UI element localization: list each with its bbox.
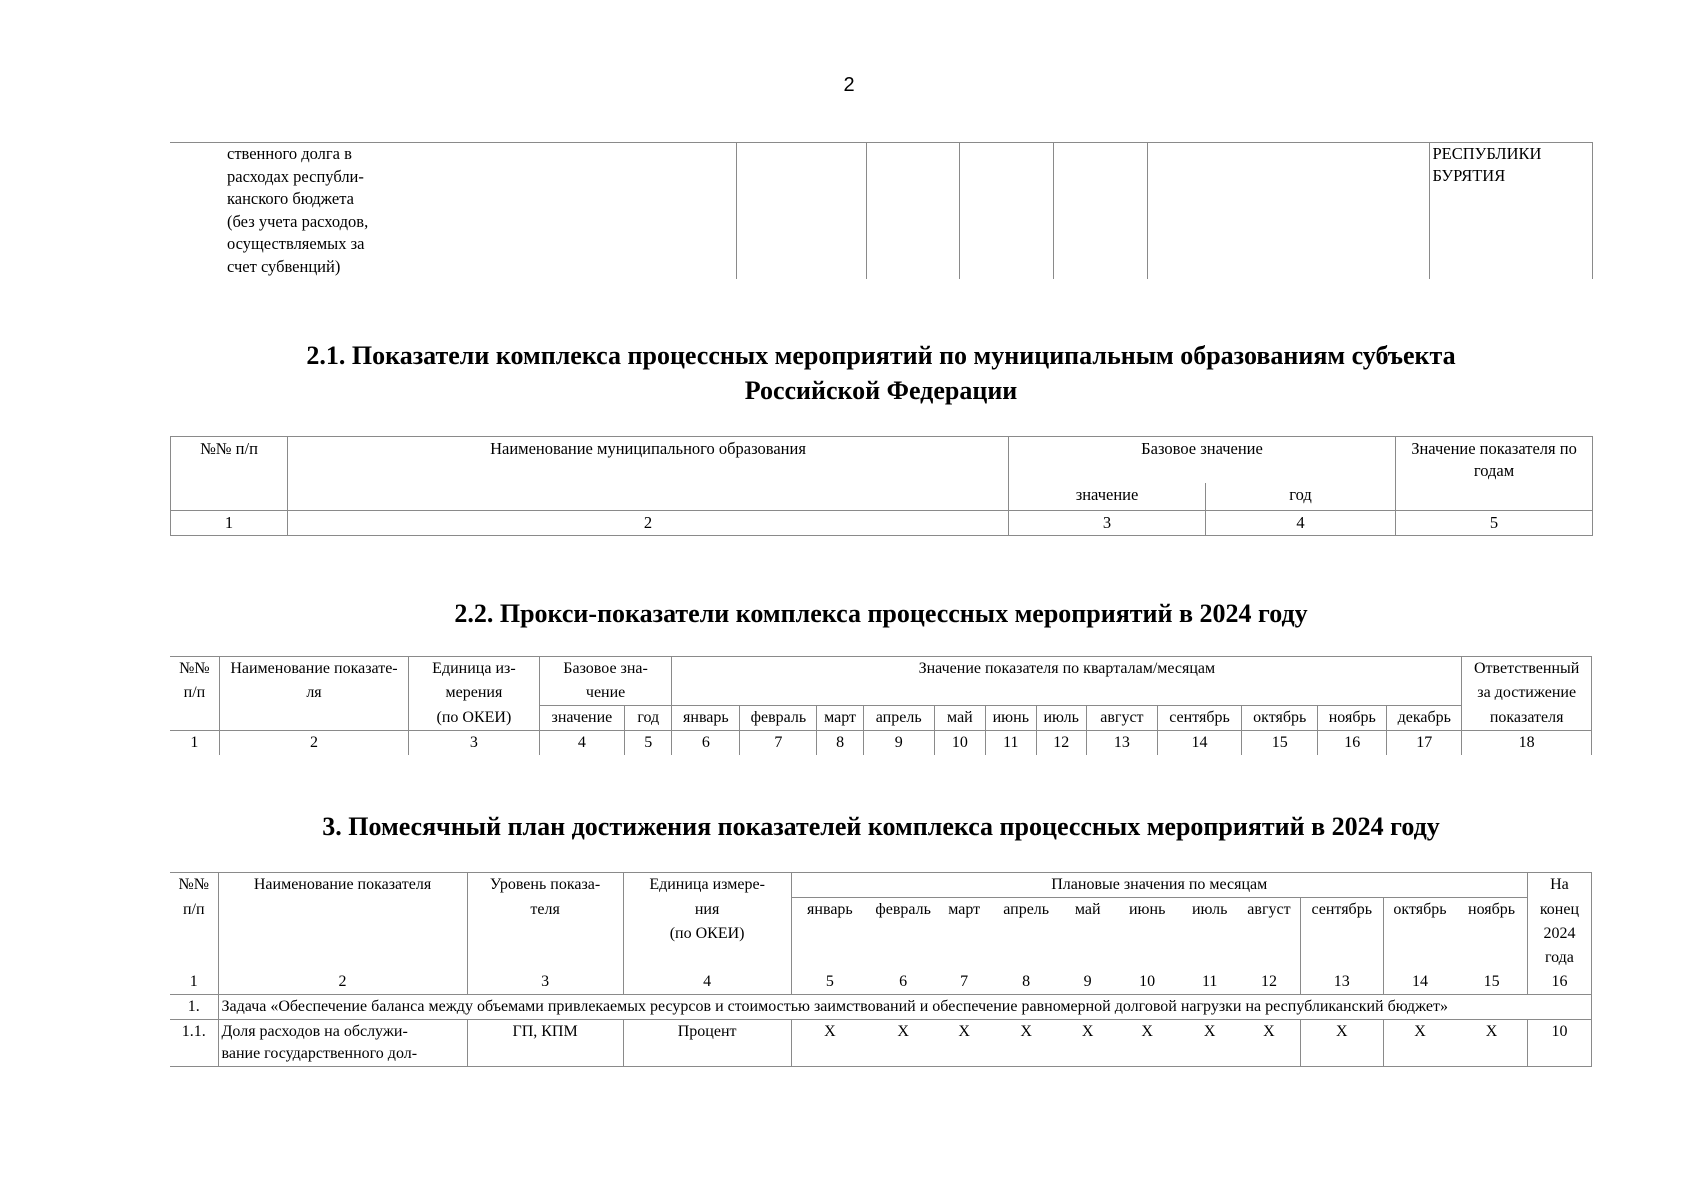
indicator-month-value: X	[1181, 1020, 1238, 1067]
section-3-title-text: 3. Помесячный план достижения показателей комплекса процессных мероприятий в 2024 году	[322, 812, 1440, 841]
header-num-empty	[170, 922, 218, 946]
indicator-unit: Процент	[623, 1020, 791, 1067]
continuation-line: счет субвенций)	[227, 256, 341, 276]
header-num-l1: №№	[170, 657, 219, 682]
col-number: 7	[740, 731, 817, 756]
col-number: 14	[1157, 731, 1241, 756]
col-number: 16	[1318, 731, 1387, 756]
indicator-level: ГП, КПМ	[467, 1020, 623, 1067]
header-months-empty	[791, 946, 1300, 970]
header-month: апрель	[990, 898, 1062, 923]
continuation-responsible-line: РЕСПУБЛИКИ	[1432, 144, 1542, 163]
indicator-month-value: X	[1113, 1020, 1181, 1067]
col-number: 2	[219, 731, 408, 756]
continuation-line: расходах республи-	[227, 166, 364, 186]
monthly-plan-table	[170, 872, 1592, 1067]
indicator-name-line: Доля расходов на обслужи-	[221, 1023, 408, 1040]
header-num: №№ п/п	[171, 437, 288, 511]
header-month: август	[1086, 706, 1157, 731]
col-number: 3	[1009, 511, 1206, 536]
continuation-top-rule	[170, 142, 1592, 143]
continuation-empty-cell	[1147, 142, 1429, 279]
continuation-empty-cell	[959, 142, 1053, 279]
header-value-by-years: Значение показателя по годам	[1396, 437, 1593, 511]
header-level-empty	[467, 922, 623, 946]
col-number: 5	[625, 731, 672, 756]
header-month: июль	[1036, 706, 1086, 731]
header-month: декабрь	[1387, 706, 1462, 731]
col-number: 4	[539, 731, 624, 756]
col-number: 6	[672, 731, 740, 756]
header-base-value: Базовое значение	[1009, 437, 1396, 483]
header-level-empty	[467, 946, 623, 970]
col-number: 4	[1206, 511, 1396, 536]
continuation-empty-cell	[866, 142, 959, 279]
indicator-row	[170, 1020, 1592, 1067]
section-2-2-title	[170, 596, 1592, 631]
col-number: 6	[868, 970, 938, 995]
col-number: 3	[467, 970, 623, 995]
header-month: октябрь	[1383, 898, 1456, 923]
header-end-l3: 2024	[1527, 922, 1591, 946]
header-unit-l2: мерения	[409, 681, 540, 706]
header-responsible-l2: за достижение	[1462, 681, 1592, 706]
header-end-l1: На	[1527, 873, 1591, 898]
col-number: 12	[1036, 731, 1086, 756]
header-num-empty	[170, 946, 218, 970]
header-unit-l3: (по ОКЕИ)	[623, 922, 791, 946]
continuation-line: (без учета расходов,	[227, 211, 369, 231]
header-months-empty	[1383, 946, 1527, 970]
header-month: февраль	[868, 898, 938, 923]
header-plan-by-months: Плановые значения по месяцам	[791, 873, 1527, 898]
header-level-l2: теля	[467, 898, 623, 923]
header-end-l4: года	[1527, 946, 1591, 970]
header-unit-l3: (по ОКЕИ)	[409, 706, 540, 731]
col-number: 13	[1086, 731, 1157, 756]
header-month-empty	[1300, 922, 1383, 946]
continuation-empty-cell	[1053, 142, 1147, 279]
header-indicator-name-l2: ля	[219, 681, 408, 706]
col-number: 18	[1462, 731, 1592, 756]
col-number: 12	[1238, 970, 1300, 995]
col-number: 15	[1456, 970, 1527, 995]
header-base-value-value: значение	[1009, 483, 1206, 511]
header-base-year: год	[625, 706, 672, 731]
header-months-empty	[791, 922, 1300, 946]
task-row-text: Задача «Обеспечение баланса между объемами привлекаемых ресурсов и стоимостью заимствований и обеспечение равномерной долговой нагрузки на республиканский бюджет»	[218, 995, 1592, 1020]
header-month: январь	[672, 706, 740, 731]
col-number: 8	[990, 970, 1062, 995]
header-num-empty	[170, 706, 219, 731]
header-indicator-name: Наименование показателя	[218, 873, 467, 971]
indicator-month-value: X	[868, 1020, 938, 1067]
col-number: 1	[171, 511, 288, 536]
header-month: октябрь	[1242, 706, 1318, 731]
col-number: 8	[817, 731, 863, 756]
col-number: 11	[986, 731, 1036, 756]
col-number: 9	[1062, 970, 1113, 995]
col-number: 10	[1113, 970, 1181, 995]
header-month: июнь	[1113, 898, 1181, 923]
col-number: 16	[1527, 970, 1591, 995]
header-unit-l1: Единица из-	[409, 657, 540, 682]
indicator-month-value: X	[938, 1020, 990, 1067]
header-end-l2: конец	[1527, 898, 1591, 923]
header-base-value-year: год	[1206, 483, 1396, 511]
header-unit-l1: Единица измере-	[623, 873, 791, 898]
section-2-1-title-line2: Российской Федерации	[744, 376, 1018, 405]
header-month: май	[934, 706, 985, 731]
col-number: 17	[1387, 731, 1462, 756]
indicator-month-value: X	[990, 1020, 1062, 1067]
col-number: 4	[623, 970, 791, 995]
header-month: март	[817, 706, 863, 731]
section-2-1-title-line1: 2.1. Показатели комплекса процессных мероприятий по муниципальным образованиям субъекта	[306, 341, 1456, 370]
header-month: сентябрь	[1300, 898, 1383, 923]
col-number: 5	[1396, 511, 1593, 536]
header-unit-empty	[623, 946, 791, 970]
col-number: 3	[409, 731, 540, 756]
header-level-l1: Уровень показа-	[467, 873, 623, 898]
header-base-value: значение	[539, 706, 624, 731]
indicator-month-value: X	[1062, 1020, 1113, 1067]
header-responsible-l3: показателя	[1462, 706, 1592, 731]
header-month: ноябрь	[1318, 706, 1387, 731]
header-num-l2: п/п	[170, 681, 219, 706]
col-number: 2	[218, 970, 467, 995]
proxy-indicators-table	[170, 656, 1592, 755]
header-unit-l2: ния	[623, 898, 791, 923]
indicator-num: 1.1.	[170, 1020, 218, 1067]
section-2-1-title	[170, 338, 1592, 408]
col-number: 15	[1242, 731, 1318, 756]
municipal-indicators-table	[170, 436, 1593, 536]
header-responsible-l1: Ответственный	[1462, 657, 1592, 682]
page-number: 2	[843, 74, 855, 96]
header-month: январь	[791, 898, 868, 923]
header-month: май	[1062, 898, 1113, 923]
col-number: 5	[791, 970, 868, 995]
header-month-empty	[1300, 946, 1383, 970]
continuation-empty-cell	[736, 142, 866, 279]
header-month: июль	[1181, 898, 1238, 923]
col-number: 13	[1300, 970, 1383, 995]
indicator-name-line: вание государственного дол-	[221, 1045, 418, 1062]
continuation-responsible-line: БУРЯТИЯ	[1432, 166, 1506, 185]
section-2-2-title-text: 2.2. Прокси-показатели комплекса процессных мероприятий в 2024 году	[454, 599, 1308, 628]
header-months-empty	[1383, 922, 1527, 946]
task-row-num: 1.	[170, 995, 218, 1020]
col-number: 1	[170, 970, 218, 995]
header-month: март	[938, 898, 990, 923]
continuation-indicator-cell	[170, 142, 736, 279]
header-municipality-name: Наименование муниципального образования	[288, 437, 1009, 511]
header-name-empty	[219, 706, 408, 731]
section-3-title	[170, 809, 1592, 844]
header-num-l2: п/п	[170, 898, 218, 923]
header-month: июнь	[986, 706, 1036, 731]
col-number: 11	[1181, 970, 1238, 995]
col-number: 14	[1383, 970, 1456, 995]
header-month: ноябрь	[1456, 898, 1527, 923]
header-value-by-months: Значение показателя по кварталам/месяцам	[672, 657, 1462, 706]
indicator-month-value: X	[791, 1020, 868, 1067]
task-row	[170, 995, 1592, 1020]
header-month: февраль	[740, 706, 817, 731]
continuation-responsible-cell	[1429, 142, 1592, 279]
column-numbers-row	[170, 970, 1592, 995]
col-number: 7	[938, 970, 990, 995]
continuation-table	[170, 142, 1593, 279]
header-base-l2: чение	[539, 681, 672, 706]
indicator-month-value: X	[1238, 1020, 1300, 1067]
col-number: 10	[934, 731, 985, 756]
header-indicator-name-l1: Наименование показате-	[219, 657, 408, 682]
continuation-line: канского бюджета	[227, 189, 354, 208]
indicator-end-value: 10	[1527, 1020, 1591, 1067]
header-base-l1: Базовое зна-	[539, 657, 672, 682]
col-number: 2	[288, 511, 1009, 536]
column-numbers-row	[170, 731, 1592, 756]
indicator-month-value: X	[1300, 1020, 1383, 1067]
indicator-name	[218, 1020, 467, 1067]
col-number: 9	[863, 731, 934, 756]
header-month: сентябрь	[1157, 706, 1241, 731]
col-number: 1	[170, 731, 219, 756]
indicator-month-value: X	[1456, 1020, 1527, 1067]
continuation-line: осуществляемых за	[227, 234, 365, 253]
continuation-line: ственного долга в	[227, 144, 352, 163]
indicator-month-value: X	[1383, 1020, 1456, 1067]
header-month: апрель	[863, 706, 934, 731]
header-month: август	[1238, 898, 1300, 923]
header-num-l1: №№	[170, 873, 218, 898]
